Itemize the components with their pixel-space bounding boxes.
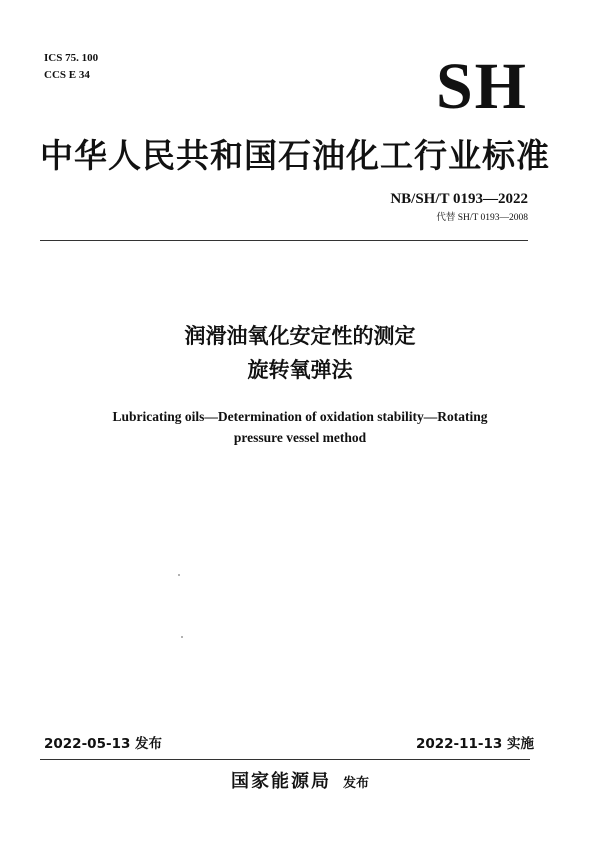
issuer-name: 国家能源局 (230, 771, 331, 792)
chinese-title-line2: 旋转氧弹法 (247, 358, 353, 382)
publish-date: 2022-05-13 发布 (44, 736, 163, 752)
footer-divider (40, 759, 530, 760)
issuer-line (0, 768, 600, 798)
issuer-action: 发布 (342, 776, 369, 791)
ccs-code: CCS E 34 (44, 69, 90, 81)
standard-number: NB/SH/T 0193—2022 (390, 191, 528, 207)
ics-code: ICS 75. 100 (44, 52, 99, 64)
english-title-line2: pressure vessel method (233, 430, 367, 445)
classification-block (44, 50, 98, 84)
scan-speck (181, 636, 183, 638)
english-title-line1: Lubricating oils—Determination of oxidation stability—Rotating (112, 409, 488, 424)
sh-logo: SH (435, 50, 528, 123)
replaces-note: 代替 SH/T 0193—2008 (436, 213, 528, 223)
english-title (60, 406, 540, 448)
header-divider (40, 240, 528, 241)
chinese-title-line1: 润滑油氧化安定性的测定 (184, 324, 416, 348)
scan-speck (178, 574, 180, 576)
effective-date: 2022-11-13 实施 (415, 736, 534, 752)
standard-title: 中华人民共和国石油化工行业标准 (40, 136, 550, 175)
